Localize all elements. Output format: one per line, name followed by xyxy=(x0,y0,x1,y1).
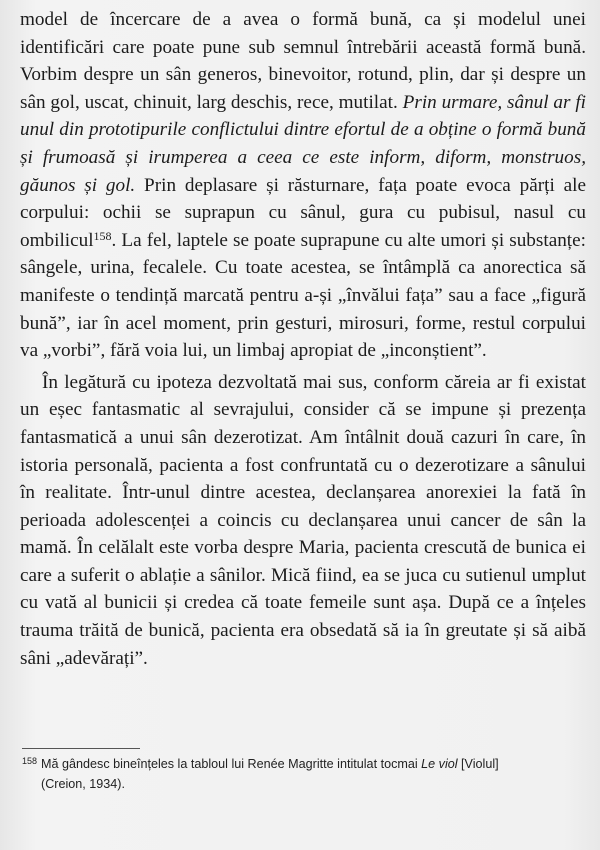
paragraph xyxy=(20,6,586,365)
footnote-text: Mă gândesc bineînțeles la tabloul lui Renée Magritte intitulat tocmai xyxy=(41,757,422,771)
text-run: În legătură cu ipoteza dezvoltată mai sus, conform căreia ar fi existat un eșec fantasmatic al sevrajului, consider că se impune și prezența fantasmatică a unui sân dezerotizat. Am întâlnit două cazuri în care, în istoria personală, pacienta a fost confruntată cu o dezerotizare a sânului în realitate. Într-unul dintre acestea, declanșarea anorexiei la fată în perioada adolescenței a coincis cu declanșarea unui cancer de sân la mamă. În celălalt este vorba despre Maria, pacienta crescută de bunica ei care a suferit o ablație a sânilor. Mică fiind, ea se juca cu sutienul umplut cu vată al bunicii și credea că toate femeile sunt așa. După ce a înțeles trauma trăită de bunică, pacienta era obsedată să ia în greutate și să aibă sâni „adevărați”. xyxy=(20,371,586,669)
footnote-translation: [Violul] xyxy=(457,757,499,771)
footnote-number: 158 xyxy=(22,755,38,766)
text-run: model de încercare de a avea o formă bună, ca și modelul unei identificări care poate pune sub semnul întrebării această formă bună. Vorbim despre un sân generos, binevoitor, rotund, plin, dar și despre un sân gol, uscat, chinuit, larg deschis, rece, mutilat. xyxy=(20,9,586,113)
body-text xyxy=(20,6,586,672)
footnote-italic-title: Le viol xyxy=(421,757,458,771)
footnote-citation: (Creion, 1934). xyxy=(41,777,125,791)
text-run: Prin deplasare și răsturnare, fața poate evoca părți ale corpului: ochii se suprapun cu sânul, gura cu pubisul, nasul cu ombilicul xyxy=(20,174,586,251)
footnote-reference: 158 xyxy=(93,228,112,243)
italic-passage: Prin urmare, sânul ar fi unul din prototipurile conflictului dintre efortul de a obține o formă bună și frumoasă și irumperea a ceea ce este inform, diform, monstruos, găunos și gol. xyxy=(20,91,586,196)
footnote-158 xyxy=(22,754,584,794)
paragraph xyxy=(20,369,586,673)
footnote-divider xyxy=(22,748,140,749)
text-run: . La fel, laptele se poate suprapune cu alte umori și substanțe: sângele, urina, fecalele. Cu toate acestea, se întâmplă ca anorectica să manifeste o tendință marcată pentru a-și „învălui fața” sau a face „figură bună”, iar în acel moment, prin gesturi, mirosuri, forme, restul corpului va „vorbi”, fără voia lui, un limbaj apropiat de „inconștient”. xyxy=(20,229,586,362)
